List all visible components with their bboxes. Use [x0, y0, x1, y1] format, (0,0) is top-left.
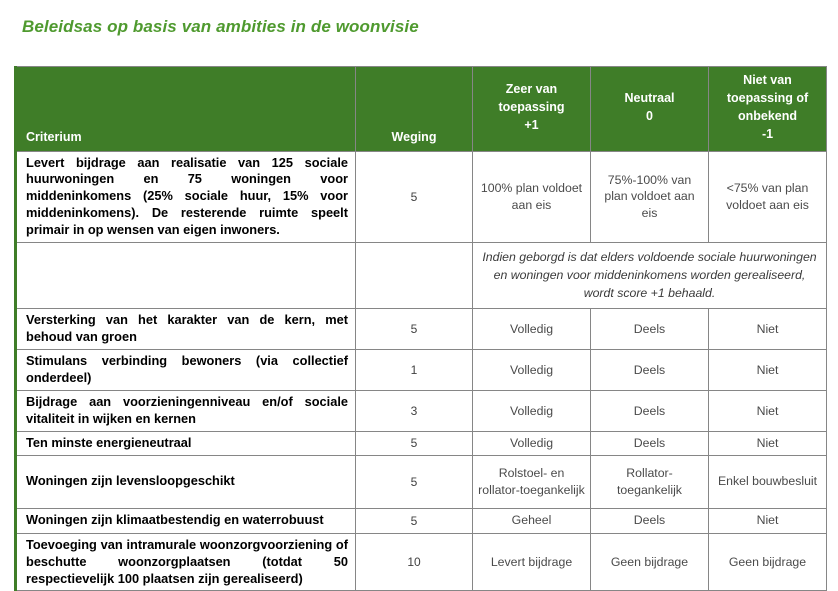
- cell-score-zero: Deels: [591, 350, 709, 391]
- cell-score-plus-one: Volledig: [473, 309, 591, 350]
- cell-score-plus-one: Volledig: [473, 391, 591, 432]
- header-line-2: 0: [646, 109, 653, 124]
- cell-weging: 1: [356, 350, 473, 391]
- cell-score-zero: Geen bijdrage: [591, 533, 709, 591]
- cell-score-plus-one: 100% plan voldoet aan eis: [473, 151, 591, 242]
- cell-criterium: Levert bijdrage aan realisatie van 125 sociale huurwoningen en 75 woningen voor middeninkomens (25% sociale huur, 15% voor middeninkomens). De resterende ruimte speelt primair in op wensen van eigen inwoners.: [16, 151, 356, 242]
- header-line-3: +1: [524, 118, 539, 133]
- table-body: [16, 151, 827, 591]
- cell-score-zero: Deels: [591, 309, 709, 350]
- table-header: [16, 67, 827, 152]
- cell-score-zero: Deels: [591, 431, 709, 455]
- column-header-score-plus-one: [473, 67, 591, 152]
- beleidsas-table: [14, 66, 827, 591]
- header-line-3: onbekend: [737, 109, 798, 124]
- cell-score-zero: Rollator-toegankelijk: [591, 455, 709, 508]
- cell-criterium: Toevoeging van intramurale woonzorgvoorziening of beschutte woonzorgplaatsen (totdat 50 respectievelijk 100 plaatsen zijn gerealiseerd): [16, 533, 356, 591]
- cell-weging: 5: [356, 455, 473, 508]
- column-header-score-zero: [591, 67, 709, 152]
- table-row: [16, 431, 827, 455]
- beleidsas-table-container: [14, 66, 825, 591]
- cell-score-plus-one: Levert bijdrage: [473, 533, 591, 591]
- header-line-2: toepassing: [498, 100, 565, 115]
- cell-score-zero: Deels: [591, 391, 709, 432]
- table-row: [16, 455, 827, 508]
- cell-criterium: Woningen zijn levensloopgeschikt: [16, 455, 356, 508]
- table-row: [16, 350, 827, 391]
- cell-score-plus-one: Rolstoel- en rollator-toegankelijk: [473, 455, 591, 508]
- header-line-1: Neutraal: [624, 91, 675, 106]
- column-header-weging: Weging: [356, 67, 473, 152]
- cell-weging: 3: [356, 391, 473, 432]
- cell-score-minus-one: Niet: [709, 350, 827, 391]
- cell-weging-empty: [356, 242, 473, 308]
- cell-score-plus-one: Volledig: [473, 431, 591, 455]
- table-row: [16, 533, 827, 591]
- cell-criterium: Ten minste energieneutraal: [16, 431, 356, 455]
- cell-criterium: Versterking van het karakter van de kern, met behoud van groen: [16, 309, 356, 350]
- header-line-1: Zeer van: [505, 82, 558, 97]
- cell-criterium: Stimulans verbinding bewoners (via collectief onderdeel): [16, 350, 356, 391]
- cell-score-plus-one: Geheel: [473, 508, 591, 533]
- cell-score-minus-one: <75% van plan voldoet aan eis: [709, 151, 827, 242]
- table-row: [16, 508, 827, 533]
- table-row: [16, 151, 827, 242]
- header-line-4: -1: [761, 127, 774, 142]
- cell-weging: 5: [356, 151, 473, 242]
- cell-weging: 5: [356, 508, 473, 533]
- table-row: [16, 391, 827, 432]
- cell-weging: 5: [356, 309, 473, 350]
- cell-criterium: Bijdrage aan voorzieningenniveau en/of sociale vitaliteit in wijken en kernen: [16, 391, 356, 432]
- column-header-score-minus-one: [709, 67, 827, 152]
- cell-score-minus-one: Geen bijdrage: [709, 533, 827, 591]
- cell-criterium: Woningen zijn klimaatbestendig en waterrobuust: [16, 508, 356, 533]
- cell-score-zero: Deels: [591, 508, 709, 533]
- table-row-note: [16, 242, 827, 308]
- header-row: [16, 67, 827, 152]
- cell-score-minus-one: Niet: [709, 309, 827, 350]
- cell-score-minus-one: Niet: [709, 391, 827, 432]
- header-line-2: toepassing of: [726, 91, 809, 106]
- column-header-criterium: Criterium: [16, 67, 356, 152]
- cell-score-zero: 75%-100% van plan voldoet aan eis: [591, 151, 709, 242]
- cell-merged-note: Indien geborgd is dat elders voldoende sociale huurwoningen en woningen voor middeninkomens worden gerealiseerd, wordt score +1 behaald.: [473, 242, 827, 308]
- cell-criterium-empty: [16, 242, 356, 308]
- cell-score-minus-one: Enkel bouwbesluit: [709, 455, 827, 508]
- table-row: [16, 309, 827, 350]
- cell-score-minus-one: Niet: [709, 431, 827, 455]
- header-line-1: Niet van: [743, 73, 792, 87]
- page-title: Beleidsas op basis van ambities in de woonvisie: [22, 17, 419, 36]
- cell-weging: 10: [356, 533, 473, 591]
- cell-score-plus-one: Volledig: [473, 350, 591, 391]
- cell-score-minus-one: Niet: [709, 508, 827, 533]
- cell-weging: 5: [356, 431, 473, 455]
